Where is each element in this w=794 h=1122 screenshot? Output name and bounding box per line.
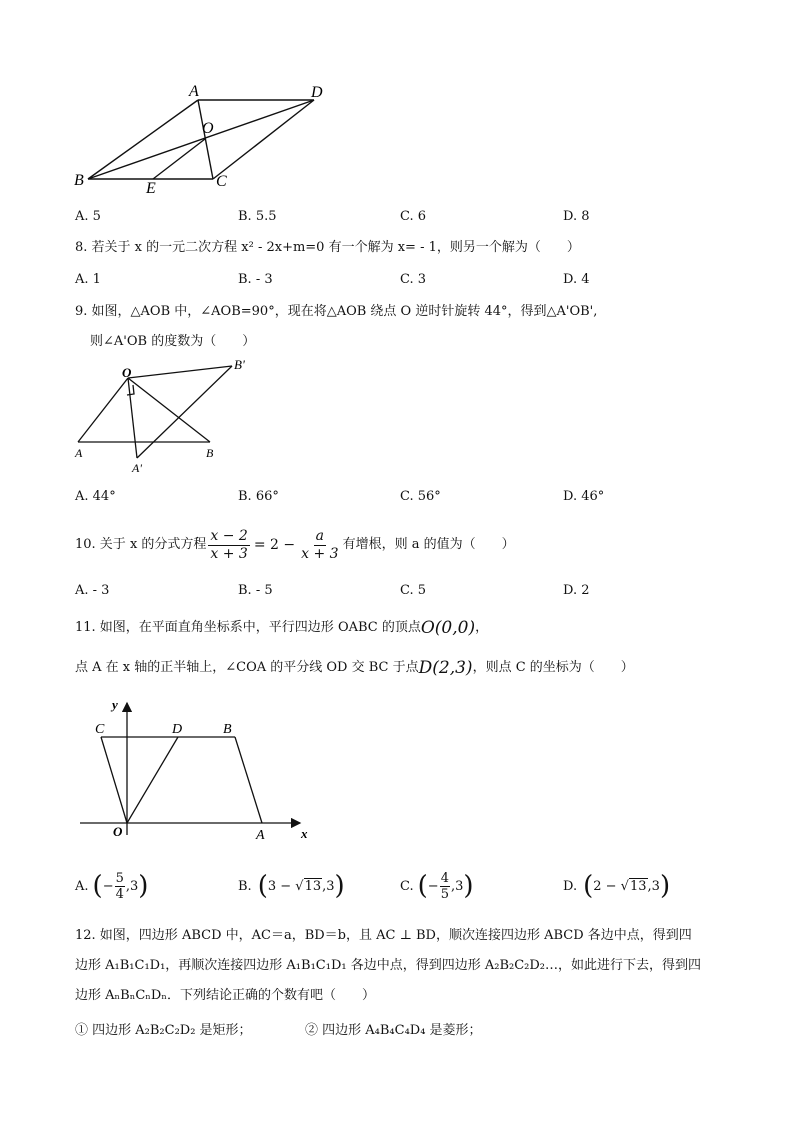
label-E: E bbox=[146, 180, 156, 195]
label-C: C bbox=[216, 173, 227, 190]
q12-item-2: ② 四边形 A₄B₄C₄D₄ 是菱形； bbox=[305, 1023, 482, 1038]
parallelogram-abcd-diagram bbox=[70, 80, 340, 195]
q9-stem-line2: 则∠A'OB 的度数为（ ） bbox=[90, 334, 256, 349]
q9-option-a[interactable]: A. 44° bbox=[75, 489, 116, 504]
q10-fraction-2 bbox=[299, 528, 340, 563]
label-B-prime: B' bbox=[234, 358, 245, 372]
q10-frac1-num: x − 2 bbox=[210, 527, 248, 544]
label-C: C bbox=[95, 722, 105, 737]
q10-option-b[interactable]: B. - 5 bbox=[238, 583, 273, 598]
label-x: x bbox=[301, 826, 308, 841]
q11-stem-line2-a: 点 A 在 x 轴的正半轴上，∠COA 的平分线 OD 交 BC 于点 bbox=[75, 660, 419, 675]
q8-option-d[interactable]: D. 4 bbox=[563, 272, 590, 287]
q10-option-c[interactable]: C. 5 bbox=[400, 583, 427, 598]
q9-option-b[interactable]: B. 66° bbox=[238, 489, 279, 504]
label-O: O bbox=[113, 824, 123, 839]
q7-option-b[interactable]: B. 5.5 bbox=[238, 209, 277, 224]
q9-option-d[interactable]: D. 46° bbox=[563, 489, 605, 504]
label-D: D bbox=[172, 722, 183, 737]
q10-prefix: 10. 关于 x 的分式方程 bbox=[75, 537, 207, 552]
q11-stem-line1-end: ， bbox=[475, 620, 489, 635]
q10-frac1-den: x + 3 bbox=[210, 545, 248, 562]
q10-fraction-1 bbox=[208, 528, 249, 563]
q10-middle: = 2 − bbox=[253, 537, 296, 553]
label-y: y bbox=[112, 697, 118, 712]
rotated-triangle-diagram bbox=[70, 358, 270, 476]
q8-option-c[interactable]: C. 3 bbox=[400, 272, 427, 287]
label-A: A bbox=[256, 828, 265, 843]
label-A: A bbox=[75, 446, 83, 460]
q9-figure bbox=[70, 358, 270, 476]
q7-figure bbox=[70, 80, 340, 195]
label-B: B bbox=[206, 446, 214, 460]
q8-option-b[interactable]: B. - 3 bbox=[238, 272, 273, 287]
q11-option-a[interactable]: A. ( − $\frac{5}{4}$ , 3 ) bbox=[75, 870, 149, 902]
q7-option-d[interactable]: D. 8 bbox=[563, 209, 590, 224]
q9-stem-line1: 9. 如图，△AOB 中，∠AOB=90°，现在将△AOB 绕点 O 逆时针旋转 44°，得到△A'OB', bbox=[75, 304, 598, 319]
q8-stem: 8. 若关于 x 的一元二次方程 x² - 2x+m=0 有一个解为 x= - 1，则另一个解为（ ） bbox=[75, 240, 580, 255]
q8-option-a[interactable]: A. 1 bbox=[75, 272, 101, 287]
label-B: B bbox=[74, 172, 84, 189]
q11-stem-line2-b: ，则点 C 的坐标为（ ） bbox=[472, 660, 634, 675]
label-B: B bbox=[223, 722, 232, 737]
q11-stem-line1-text: 11. 如图，在平面直角坐标系中，平行四边形 OABC 的顶点 bbox=[75, 620, 421, 635]
q11-point-D: D(2,3) bbox=[418, 658, 473, 678]
q11-stem-line2 bbox=[75, 658, 634, 678]
q10-stem bbox=[75, 527, 515, 563]
label-A-prime: A' bbox=[132, 461, 142, 475]
q7-option-a[interactable]: A. 5 bbox=[75, 209, 101, 224]
q7-option-c[interactable]: C. 6 bbox=[400, 209, 427, 224]
label-D: D bbox=[311, 84, 323, 101]
q11-c-fraction: $\frac{4}{5}$ bbox=[440, 870, 449, 902]
q12-line3: 边形 AₙBₙCₙDₙ．下列结论正确的个数有吧（ ） bbox=[75, 988, 375, 1003]
label-A: A bbox=[189, 83, 199, 100]
q11-option-c[interactable]: C. ( − $\frac{4}{5}$ , 3 ) bbox=[400, 870, 474, 902]
q9-option-c[interactable]: C. 56° bbox=[400, 489, 441, 504]
q11-option-b[interactable]: B. ( 3 − √ 13 , 3 ) bbox=[238, 871, 345, 901]
q10-option-a[interactable]: A. - 3 bbox=[75, 583, 110, 598]
coordinate-parallelogram-diagram bbox=[75, 695, 315, 843]
q10-suffix: 有增根，则 a 的值为（ ） bbox=[342, 537, 515, 552]
q10-frac2-num: a bbox=[315, 527, 325, 544]
label-O: O bbox=[122, 365, 132, 380]
q11-a-fraction: $\frac{5}{4}$ bbox=[115, 870, 124, 902]
q10-option-d[interactable]: D. 2 bbox=[563, 583, 590, 598]
q12-line2: 边形 A₁B₁C₁D₁，再顺次连接四边形 A₁B₁C₁D₁ 各边中点，得到四边形 A₂B₂C₂D₂…，如此进行下去，得到四 bbox=[75, 958, 701, 973]
q10-frac2-den: x + 3 bbox=[301, 545, 339, 562]
label-O: O bbox=[202, 120, 214, 137]
q11-option-d[interactable]: D. ( 2 − √ 13 , 3 ) bbox=[563, 871, 671, 901]
q12-line1: 12. 如图，四边形 ABCD 中，AC＝a，BD＝b，且 AC ⊥ BD，顺次连接四边形 ABCD 各边中点，得到四 bbox=[75, 928, 692, 943]
q11-figure bbox=[75, 695, 315, 843]
q12-item-1: ① 四边形 A₂B₂C₂D₂ 是矩形； bbox=[75, 1023, 252, 1038]
q11-point-O: O(0,0) bbox=[420, 618, 476, 638]
q11-stem-line1 bbox=[75, 618, 488, 638]
